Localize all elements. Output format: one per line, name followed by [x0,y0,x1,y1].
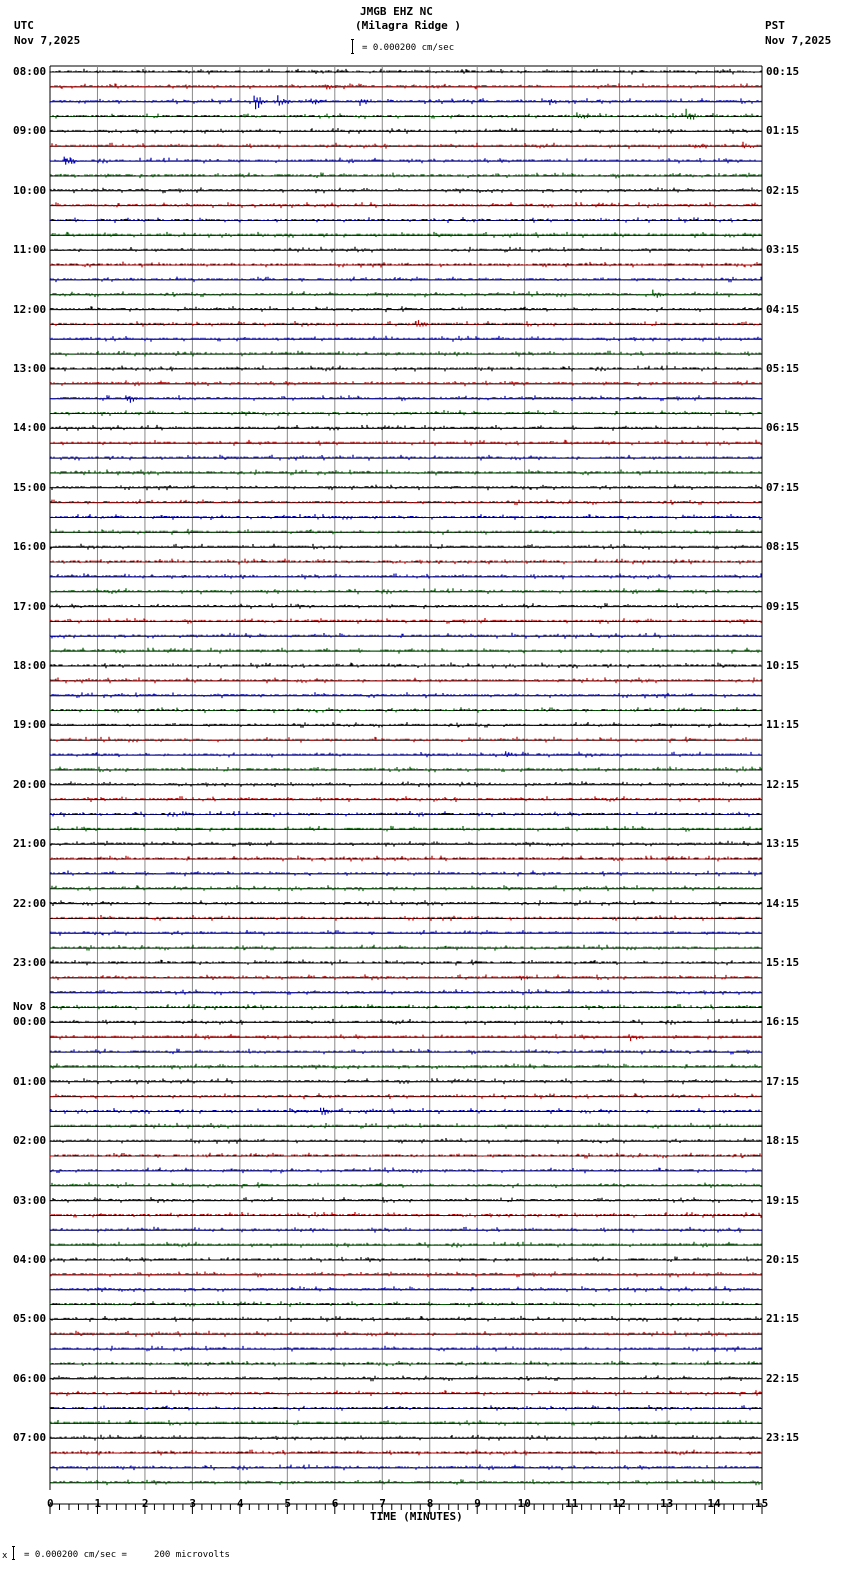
utc-hour-label: 04:00 [13,1253,47,1266]
x-tick-label: 15 [755,1497,769,1510]
x-tick-label: 3 [189,1497,197,1510]
x-tick-label: 14 [707,1497,721,1510]
utc-hour-label: 17:00 [13,599,47,613]
right-date: Nov 7,2025 [765,34,832,47]
x-tick-label: 6 [331,1497,339,1510]
pst-hour-label: 07:15 [766,480,800,494]
utc-hour-label: 21:00 [13,837,47,851]
utc-hour-label: 07:00 [13,1431,47,1445]
right-timezone: PST [765,19,785,32]
pst-hour-label: 18:15 [766,1134,800,1148]
pst-hour-label: 10:15 [766,659,800,672]
pst-hour-label: 16:15 [766,1015,800,1029]
pst-hour-label: 02:15 [766,183,800,197]
left-date: Nov 7,2025 [14,34,81,47]
pst-hour-label: 22:15 [766,1371,800,1385]
x-tick-label: 0 [47,1497,54,1510]
left-timezone: UTC [14,19,34,32]
date-change-label: Nov 8 [13,1000,47,1014]
utc-hour-label: 00:00 [13,1015,47,1029]
pst-hour-label: 00:15 [766,65,800,78]
pst-hour-label: 01:15 [766,124,800,138]
utc-hour-label: 02:00 [13,1134,47,1148]
utc-hour-label: 10:00 [13,183,47,197]
pst-hour-label: 19:15 [766,1193,800,1207]
pst-hour-label: 03:15 [766,243,800,257]
station-title: JMGB EHZ NC [360,5,433,18]
site-name: (Milagra Ridge ) [355,19,461,32]
utc-hour-label: 14:00 [13,421,47,435]
x-tick-label: 10 [517,1497,531,1510]
x-axis-title: TIME (MINUTES) [370,1510,463,1523]
pst-hour-label: 20:15 [766,1253,800,1266]
x-tick-label: 13 [660,1497,674,1510]
pst-hour-label: 23:15 [766,1431,800,1445]
x-tick-label: 11 [565,1497,579,1510]
utc-hour-label: 18:00 [13,659,47,672]
utc-hour-label: 22:00 [13,896,47,910]
x-tick-label: 5 [284,1497,291,1510]
x-tick-label: 9 [474,1497,481,1510]
footer-scale-bar-icon [12,1546,15,1560]
utc-hour-label: 20:00 [13,777,47,791]
pst-hour-label: 13:15 [766,837,800,851]
utc-hour-label: 13:00 [13,362,47,375]
x-tick-label: 12 [612,1497,626,1510]
pst-hour-label: 11:15 [766,718,800,732]
pst-hour-label: 08:15 [766,540,800,554]
x-tick-label: 1 [94,1497,102,1510]
pst-hour-label: 04:15 [766,302,800,316]
footer-scale-text: = 0.000200 cm/sec = 200 microvolts [24,1550,230,1560]
utc-hour-label: 11:00 [13,243,47,257]
pst-hour-label: 09:15 [766,599,800,613]
x-tick-label: 8 [426,1497,434,1510]
scale-label: = 0.000200 cm/sec [362,43,455,53]
pst-hour-label: 05:15 [766,362,800,375]
utc-hour-label: 23:00 [13,956,47,969]
utc-hour-label: 16:00 [13,540,47,554]
utc-hour-label: 19:00 [13,718,47,732]
utc-hour-label: 06:00 [13,1371,47,1385]
pst-hour-label: 06:15 [766,421,800,435]
utc-hour-label: 05:00 [13,1312,47,1326]
utc-hour-label: 09:00 [13,124,47,138]
pst-hour-label: 12:15 [766,777,800,791]
footer-prefix: x [2,1551,8,1561]
pst-hour-label: 15:15 [766,956,800,969]
x-tick-label: 7 [379,1497,386,1510]
pst-hour-label: 17:15 [766,1074,800,1088]
x-tick-label: 4 [236,1497,244,1510]
utc-hour-label: 01:00 [13,1074,47,1088]
x-tick-label: 2 [141,1497,149,1510]
utc-hour-label: 12:00 [13,302,47,316]
utc-hour-label: 03:00 [13,1193,47,1207]
utc-hour-label: 08:00 [13,65,47,78]
pst-hour-label: 21:15 [766,1312,800,1326]
utc-hour-label: 15:00 [13,480,47,494]
pst-hour-label: 14:15 [766,896,800,910]
